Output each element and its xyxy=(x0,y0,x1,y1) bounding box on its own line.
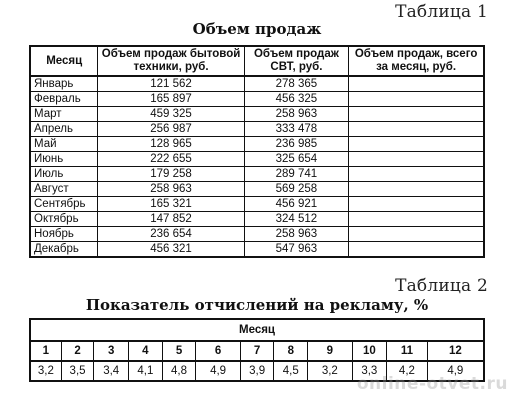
ad-rate-value: 4,5 xyxy=(274,361,308,381)
month-number: 2 xyxy=(61,341,94,361)
cell-total xyxy=(349,197,484,212)
ad-rate-value: 3,9 xyxy=(240,361,274,381)
table-row xyxy=(30,182,484,197)
table-row xyxy=(30,167,484,182)
cell-total xyxy=(349,137,484,152)
month-number: 8 xyxy=(274,341,308,361)
table2-label: Таблица 2 xyxy=(395,276,488,296)
cell-total xyxy=(349,107,484,122)
header-appliances: Объем продаж бытовой техники, руб. xyxy=(98,46,244,76)
cell-month: Май xyxy=(30,137,98,152)
cell-month: Август xyxy=(30,182,98,197)
table-row xyxy=(30,107,484,122)
table-row xyxy=(30,76,484,92)
cell-appliances: 459 325 xyxy=(98,107,244,122)
table-row xyxy=(30,152,484,167)
table-row xyxy=(30,227,484,242)
ad-rate-value: 4,2 xyxy=(387,361,428,381)
cell-total xyxy=(349,167,484,182)
month-number: 4 xyxy=(129,341,163,361)
cell-month: Июнь xyxy=(30,152,98,167)
ad-rate-value: 3,2 xyxy=(308,361,352,381)
sales-body xyxy=(30,76,484,257)
cell-appliances: 222 655 xyxy=(98,152,244,167)
cell-svt: 456 921 xyxy=(244,197,349,212)
cell-month: Январь xyxy=(30,76,98,92)
cell-svt: 258 963 xyxy=(244,227,349,242)
table-row xyxy=(30,212,484,227)
month-number: 3 xyxy=(94,341,129,361)
cell-total xyxy=(349,92,484,107)
cell-appliances: 121 562 xyxy=(98,76,244,92)
cell-svt: 278 365 xyxy=(244,76,349,92)
header-month: Месяц xyxy=(30,319,484,341)
month-number: 9 xyxy=(308,341,352,361)
table1-title: Объем продаж xyxy=(192,20,322,38)
table-row xyxy=(30,137,484,152)
cell-svt: 456 325 xyxy=(244,92,349,107)
cell-svt: 569 258 xyxy=(244,182,349,197)
ad-rate-value: 4,9 xyxy=(196,361,240,381)
cell-month: Декабрь xyxy=(30,242,98,258)
cell-total xyxy=(349,122,484,137)
table-row xyxy=(30,122,484,137)
ad-rate-table xyxy=(29,318,485,382)
header-svt: Объем продаж СВТ, руб. xyxy=(244,46,349,76)
month-number: 10 xyxy=(352,341,387,361)
header-total: Объем продаж, всего за месяц, руб. xyxy=(349,46,484,76)
cell-appliances: 128 965 xyxy=(98,137,244,152)
cell-appliances: 258 963 xyxy=(98,182,244,197)
cell-appliances: 165 897 xyxy=(98,92,244,107)
cell-month: Июль xyxy=(30,167,98,182)
cell-svt: 547 963 xyxy=(244,242,349,258)
cell-svt: 333 478 xyxy=(244,122,349,137)
cell-appliances: 179 258 xyxy=(98,167,244,182)
ad-months-row xyxy=(30,341,484,361)
cell-appliances: 456 321 xyxy=(98,242,244,258)
month-number: 7 xyxy=(240,341,274,361)
header-month: Месяц xyxy=(30,46,98,76)
table-row xyxy=(30,242,484,258)
month-number: 12 xyxy=(427,341,484,361)
cell-month: Февраль xyxy=(30,92,98,107)
cell-month: Сентябрь xyxy=(30,197,98,212)
month-number: 1 xyxy=(30,341,61,361)
ad-rate-value: 3,3 xyxy=(352,361,387,381)
cell-total xyxy=(349,212,484,227)
table-row xyxy=(30,92,484,107)
cell-svt: 236 985 xyxy=(244,137,349,152)
ad-rate-value: 4,9 xyxy=(427,361,484,381)
cell-total xyxy=(349,182,484,197)
watermark: online-otvet.ru xyxy=(356,374,508,394)
ad-rate-value: 3,4 xyxy=(94,361,129,381)
cell-appliances: 256 987 xyxy=(98,122,244,137)
table-row xyxy=(30,197,484,212)
cell-appliances: 147 852 xyxy=(98,212,244,227)
month-number: 11 xyxy=(387,341,428,361)
ad-rate-value: 4,8 xyxy=(162,361,196,381)
cell-month: Октябрь xyxy=(30,212,98,227)
cell-total xyxy=(349,76,484,92)
table2-title: Показатель отчислений на рекламу, % xyxy=(85,296,429,314)
ad-rate-value: 4,1 xyxy=(129,361,163,381)
cell-month: Апрель xyxy=(30,122,98,137)
cell-appliances: 165 321 xyxy=(98,197,244,212)
cell-svt: 289 741 xyxy=(244,167,349,182)
ad-header-row xyxy=(30,319,484,341)
cell-total xyxy=(349,227,484,242)
cell-svt: 324 512 xyxy=(244,212,349,227)
cell-appliances: 236 654 xyxy=(98,227,244,242)
ad-rate-value: 3,5 xyxy=(61,361,94,381)
cell-svt: 258 963 xyxy=(244,107,349,122)
month-number: 5 xyxy=(162,341,196,361)
ad-rate-value: 3,2 xyxy=(30,361,61,381)
cell-svt: 325 654 xyxy=(244,152,349,167)
month-number: 6 xyxy=(196,341,240,361)
sales-table xyxy=(29,45,485,258)
cell-total xyxy=(349,242,484,258)
table1-label: Таблица 1 xyxy=(395,2,488,22)
cell-total xyxy=(349,152,484,167)
cell-month: Март xyxy=(30,107,98,122)
sales-header-row xyxy=(30,46,484,76)
cell-month: Ноябрь xyxy=(30,227,98,242)
